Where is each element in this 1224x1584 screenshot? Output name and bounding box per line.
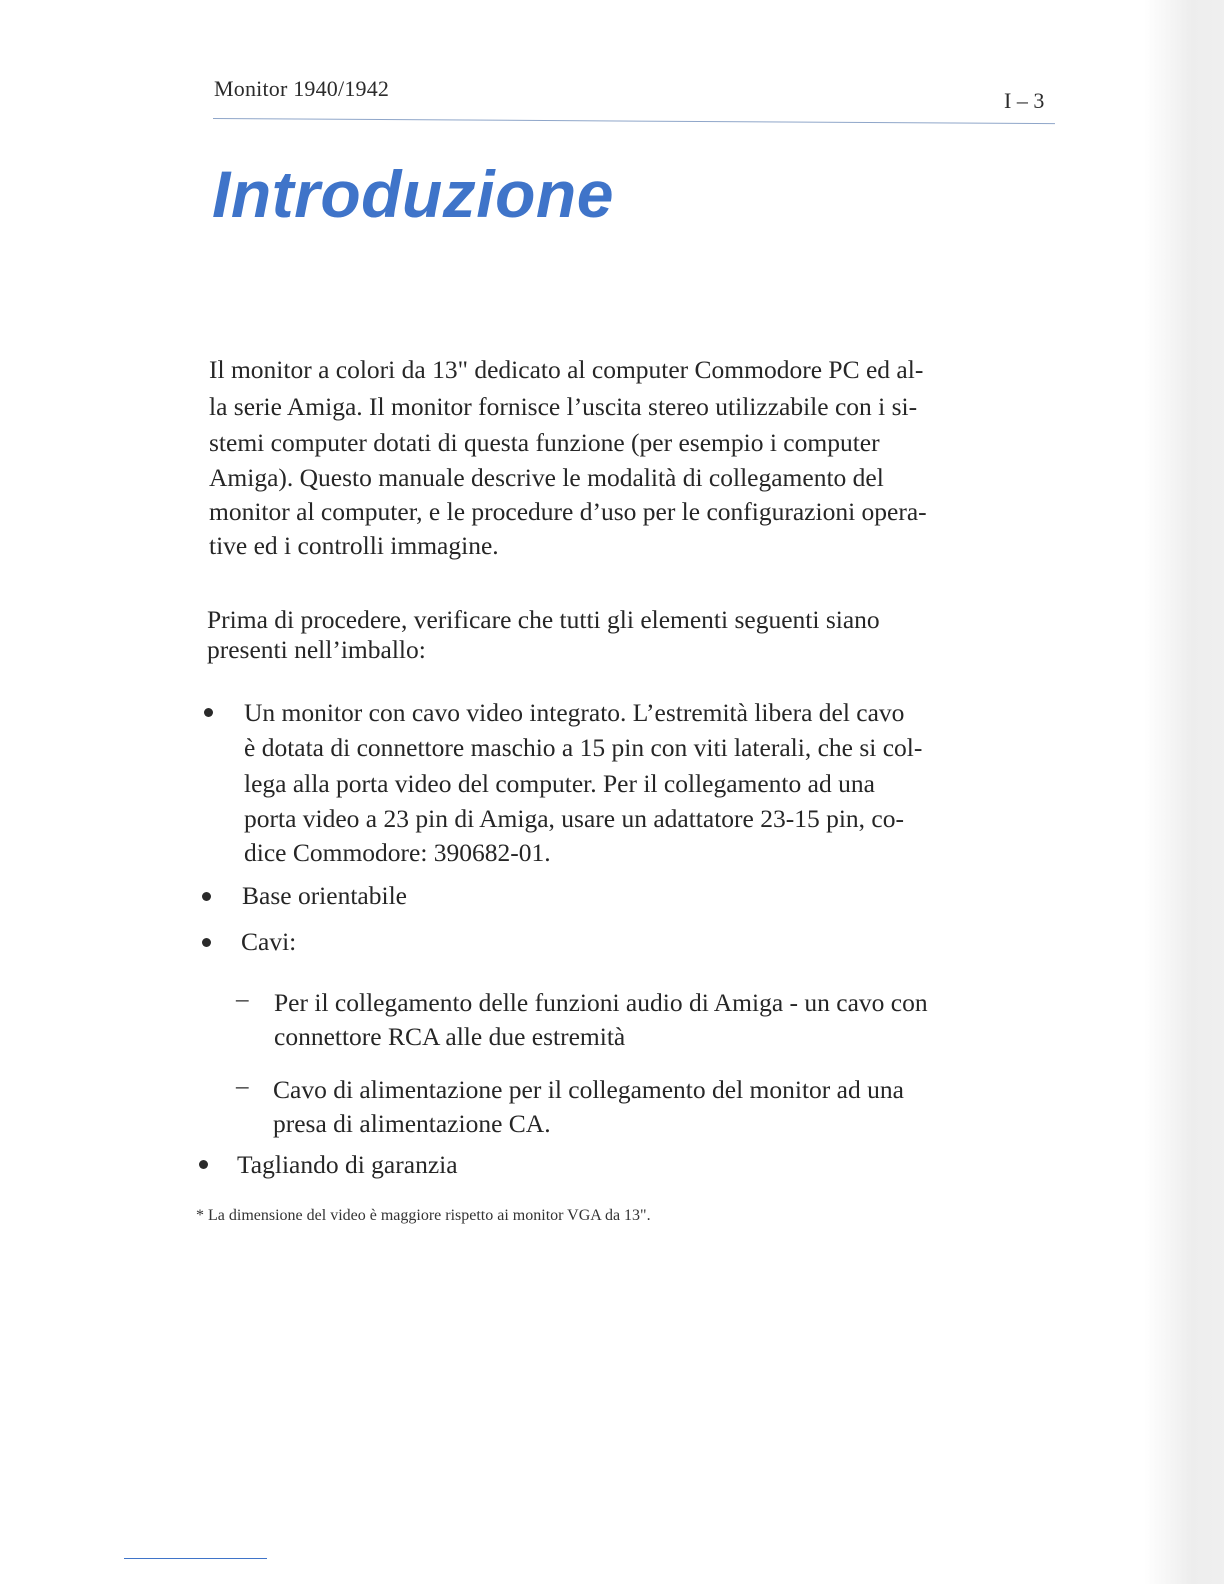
intro-line-5: monitor al computer, e le procedure d’uso per le configurazioni opera- [209, 497, 927, 526]
sub1-line-1: Per il collegamento delle funzioni audio di Amiga - un cavo con [274, 988, 928, 1017]
intro-line-3: stemi computer dotati di questa funzione (per esempio i computer [209, 428, 880, 457]
dash-marker: – [236, 986, 249, 1013]
item1-line-2: è dotata di connettore maschio a 15 pin con viti laterali, che si col- [244, 733, 923, 762]
intro-line-2: la serie Amiga. Il monitor fornisce l’uscita stereo utilizzabile con i si- [209, 392, 918, 421]
check-line-1: Prima di procedere, verificare che tutti gli elementi seguenti siano [207, 605, 880, 634]
item1-line-1: Un monitor con cavo video integrato. L’estremità libera del cavo [244, 698, 905, 727]
header-rule [213, 118, 1055, 124]
bullet-dot [204, 708, 213, 717]
footnote: * La dimensione del video è maggiore rispetto ai monitor VGA da 13". [196, 1207, 651, 1224]
sub2-line-1: Cavo di alimentazione per il collegamento del monitor ad una [273, 1075, 904, 1104]
bullet-dot [202, 938, 211, 947]
bullet-dot [202, 892, 211, 901]
sub2-line-2: presa di alimentazione CA. [273, 1109, 551, 1138]
item4-text: Tagliando di garanzia [237, 1150, 458, 1179]
item1-line-5: dice Commodore: 390682-01. [244, 838, 551, 867]
item3-text: Cavi: [241, 927, 297, 956]
page-number: I – 3 [1004, 88, 1045, 113]
intro-line-6: tive ed i controlli immagine. [209, 531, 499, 560]
item1-line-4: porta video a 23 pin di Amiga, usare un adattatore 23-15 pin, co- [244, 804, 904, 833]
intro-line-4: Amiga). Questo manuale descrive le modalità di collegamento del [209, 463, 884, 492]
intro-line-1: Il monitor a colori da 13" dedicato al computer Commodore PC ed al- [209, 355, 924, 384]
bullet-dot [199, 1160, 208, 1169]
bottom-rule [124, 1558, 267, 1559]
page-edge-shadow [1144, 0, 1224, 1584]
item1-line-3: lega alla porta video del computer. Per il collegamento ad una [244, 769, 875, 798]
item2-text: Base orientabile [242, 881, 407, 910]
running-header-title: Monitor 1940/1942 [214, 76, 390, 101]
section-title: Introduzione [212, 157, 614, 231]
check-line-2: presenti nell’imballo: [207, 635, 426, 664]
sub1-line-2: connettore RCA alle due estremità [274, 1022, 626, 1051]
dash-marker: – [236, 1073, 249, 1100]
